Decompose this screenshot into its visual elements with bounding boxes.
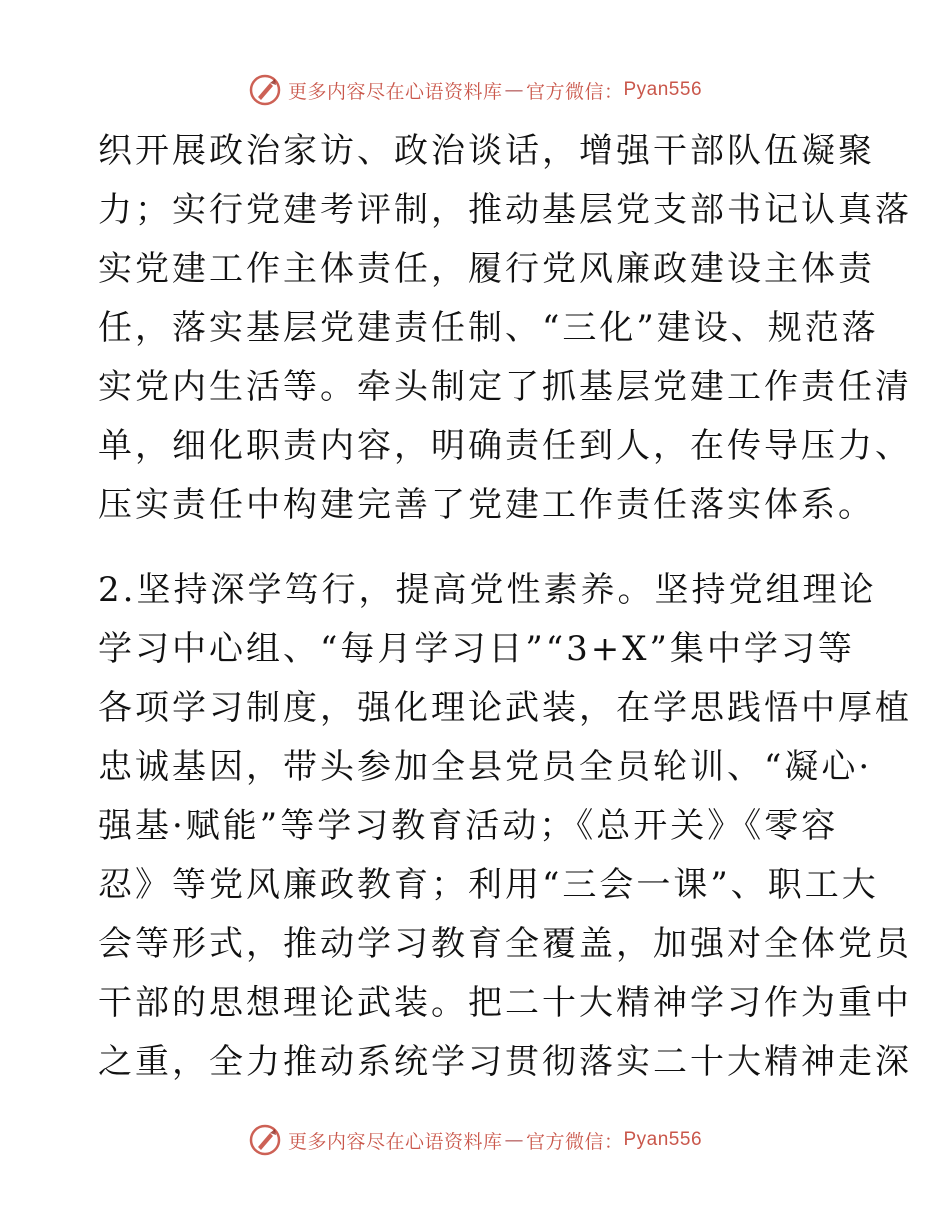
text-line: 任，落实基层党建责任制、“三化”建设、规范落 — [98, 308, 879, 348]
paragraph-1 — [98, 122, 912, 535]
paragraph-2 — [98, 561, 912, 1092]
document-body — [98, 122, 912, 1092]
text-line: 实党内生活等。牵头制定了抓基层党建工作责任清 — [98, 367, 912, 407]
text-line: 会等形式，推动学习教育全覆盖，加强对全体党员 — [98, 924, 912, 964]
footer-watermark — [0, 1120, 950, 1160]
text-line: 强基·赋能”等学习教育活动；《总开关》《零容 — [98, 806, 839, 846]
text-line: 压实责任中构建完善了党建工作责任落实体系。 — [98, 485, 875, 525]
text-line: 力；实行党建考评制，推动基层党支部书记认真落 — [98, 190, 912, 230]
text-line: 织开展政治家访、政治谈话，增强干部队伍凝聚 — [98, 131, 875, 171]
header-watermark — [0, 70, 950, 110]
text-line: 2.坚持深学笃行，提高党性素养。坚持党组理论 — [98, 570, 877, 610]
watermark-dash: — — [504, 1129, 524, 1151]
watermark-brand-text: 更多内容尽在心语资料库 — [287, 1130, 503, 1153]
text-line: 忠诚基因，带头参加全县党员全员轮训、“凝心· — [98, 747, 873, 787]
text-line: 干部的思想理论武装。把二十大精神学习作为重中 — [98, 983, 912, 1023]
watermark-wechat-id: Pyan556 — [623, 1129, 703, 1150]
watermark-brand-text: 更多内容尽在心语资料库 — [287, 80, 503, 103]
watermark-wechat-id: Pyan556 — [623, 79, 703, 100]
text-line: 单，细化职责内容，明确责任到人，在传导压力、 — [98, 426, 912, 466]
text-line: 实党建工作主体责任，履行党风廉政建设主体责 — [98, 249, 875, 289]
quill-pen-logo-icon — [248, 1123, 282, 1157]
text-line: 忍》等党风廉政教育；利用“三会一课”、职工大 — [98, 865, 879, 905]
text-line: 学习中心组、“每月学习日”“3+X”集中学习等 — [98, 629, 855, 669]
watermark-dash: — — [504, 79, 524, 101]
watermark-wechat-label: 官方微信： — [525, 1130, 624, 1153]
watermark-wechat-label: 官方微信： — [525, 80, 624, 103]
text-line: 之重，全力推动系统学习贯彻落实二十大精神走深 — [98, 1042, 912, 1082]
quill-pen-logo-icon — [248, 73, 282, 107]
text-line: 各项学习制度，强化理论武装，在学思践悟中厚植 — [98, 688, 912, 728]
